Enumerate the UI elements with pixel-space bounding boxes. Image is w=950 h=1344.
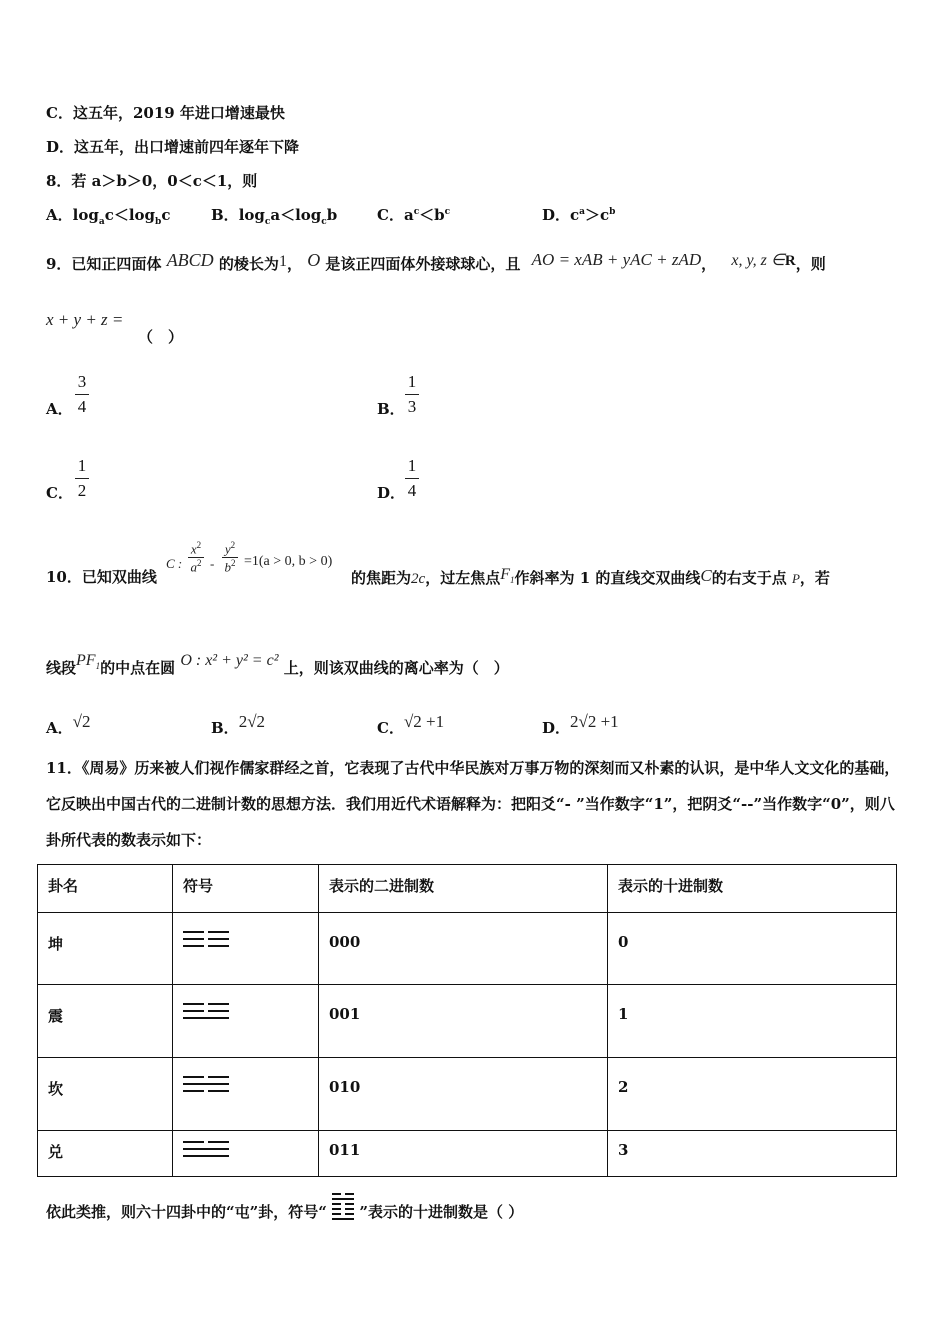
table-row (38, 913, 897, 985)
gua-binary: 011 (319, 1131, 608, 1177)
q7-option-d: D．这五年，出口增速前四年逐年下降 (46, 138, 300, 156)
bagua-table (37, 864, 897, 1177)
gua-name: 坤 (38, 913, 173, 985)
q8-option-b: B．$\log_ca<\log_cb$ (211, 206, 338, 227)
q9-option-a-fraction: 3 4 (75, 372, 89, 417)
gua-name: 兑 (38, 1131, 173, 1177)
q10-option-b: B．2√2 (211, 712, 266, 737)
q9-option-d-label: D． (377, 484, 406, 502)
q9-sum: x + y + z = (46, 310, 124, 329)
q9-option-b-label: B． (377, 400, 405, 418)
tun-hexagram-icon (332, 1193, 354, 1223)
q9-abcd: ABCD (166, 250, 214, 270)
gua-symbol-kan (173, 1058, 319, 1131)
q9-option-c-label: C． (46, 484, 73, 502)
gua-symbol-dui (173, 1131, 319, 1177)
q10-stem: 10．已知双曲线 (46, 568, 157, 586)
q8-option-c: C．$a^c<b^c$ (377, 206, 451, 224)
q11-question: 依此类推，则六十四卦中的“屯”卦，符号“ ”表示的十进制数是（ ） (46, 1193, 523, 1223)
gua-name: 坎 (38, 1058, 173, 1131)
q9-stem: 9．已知正四面体 ABCD 的棱长为1， O 是该正四面体外接球球心，且 AO = xAB + yAC + zAD， x, y, z ∈R，则 (46, 250, 826, 273)
gua-binary: 001 (319, 985, 608, 1058)
q9-option-b-fraction: 1 3 (405, 372, 419, 417)
q10-option-a: A．√2 (46, 712, 91, 737)
header-gua-name: 卦名 (38, 865, 173, 913)
q9-option-d-fraction: 1 4 (405, 456, 419, 501)
q10-option-c: C．√2 +1 (377, 712, 445, 737)
gua-symbol-kun (173, 913, 319, 985)
table-row (38, 985, 897, 1058)
table-row (38, 1131, 897, 1177)
q10-option-d: D．2√2 +1 (542, 712, 619, 737)
q11-paragraph: 11．《周易》历来被人们视作儒家群经之首，它表现了古代中华民族对万事万物的深刻而又朴素的认识，是中华人文文化的基础，它反映出中国古代的二进制计数的思想方法．我们用近代术语解释为：把阳爻“- ”当作数字“1”，把阴爻“--”当作数字“0”，则八卦所代表的数表示如下： (46, 759, 900, 849)
q8-option-a: A．$\log_ac<\log_bc$ (46, 206, 171, 227)
q10-stem-cont: 的焦距为2c，过左焦点$F_1$作斜率为 1 的直线交双曲线C的右支于点 P，若 (351, 566, 830, 587)
table-row (38, 1058, 897, 1131)
q8-option-d: D．$c^a>c^b$ (542, 206, 616, 224)
q8-stem: 8．若 a＞b＞0，0＜c＜1，则 (46, 172, 258, 190)
header-binary: 表示的二进制数 (319, 865, 608, 913)
q7-option-c: C．这五年，2019 年进口增速最快 (46, 104, 285, 122)
header-symbol: 符号 (173, 865, 319, 913)
q10-circle-equation: O : x² + y² = c² (180, 652, 279, 669)
gua-binary: 010 (319, 1058, 608, 1131)
gua-decimal: 3 (608, 1131, 897, 1177)
q9-option-c-fraction: 1 2 (75, 456, 89, 501)
gua-decimal: 1 (608, 985, 897, 1058)
q9-vector-equation: AO = xAB + yAC + zAD (531, 250, 702, 269)
q9-option-a-label: A． (46, 400, 73, 418)
gua-decimal: 2 (608, 1058, 897, 1131)
gua-decimal: 0 (608, 913, 897, 985)
header-decimal: 表示的十进制数 (608, 865, 897, 913)
q9-answer-paren: （ ） (138, 328, 184, 346)
q10-stem-line2: 线段$PF_1$的中点在圆 O : x² + y² = c² 上，则该双曲线的离心率为（ ） (46, 652, 509, 677)
table-header-row (38, 865, 897, 913)
gua-symbol-zhen (173, 985, 319, 1058)
gua-binary: 000 (319, 913, 608, 985)
gua-name: 震 (38, 985, 173, 1058)
